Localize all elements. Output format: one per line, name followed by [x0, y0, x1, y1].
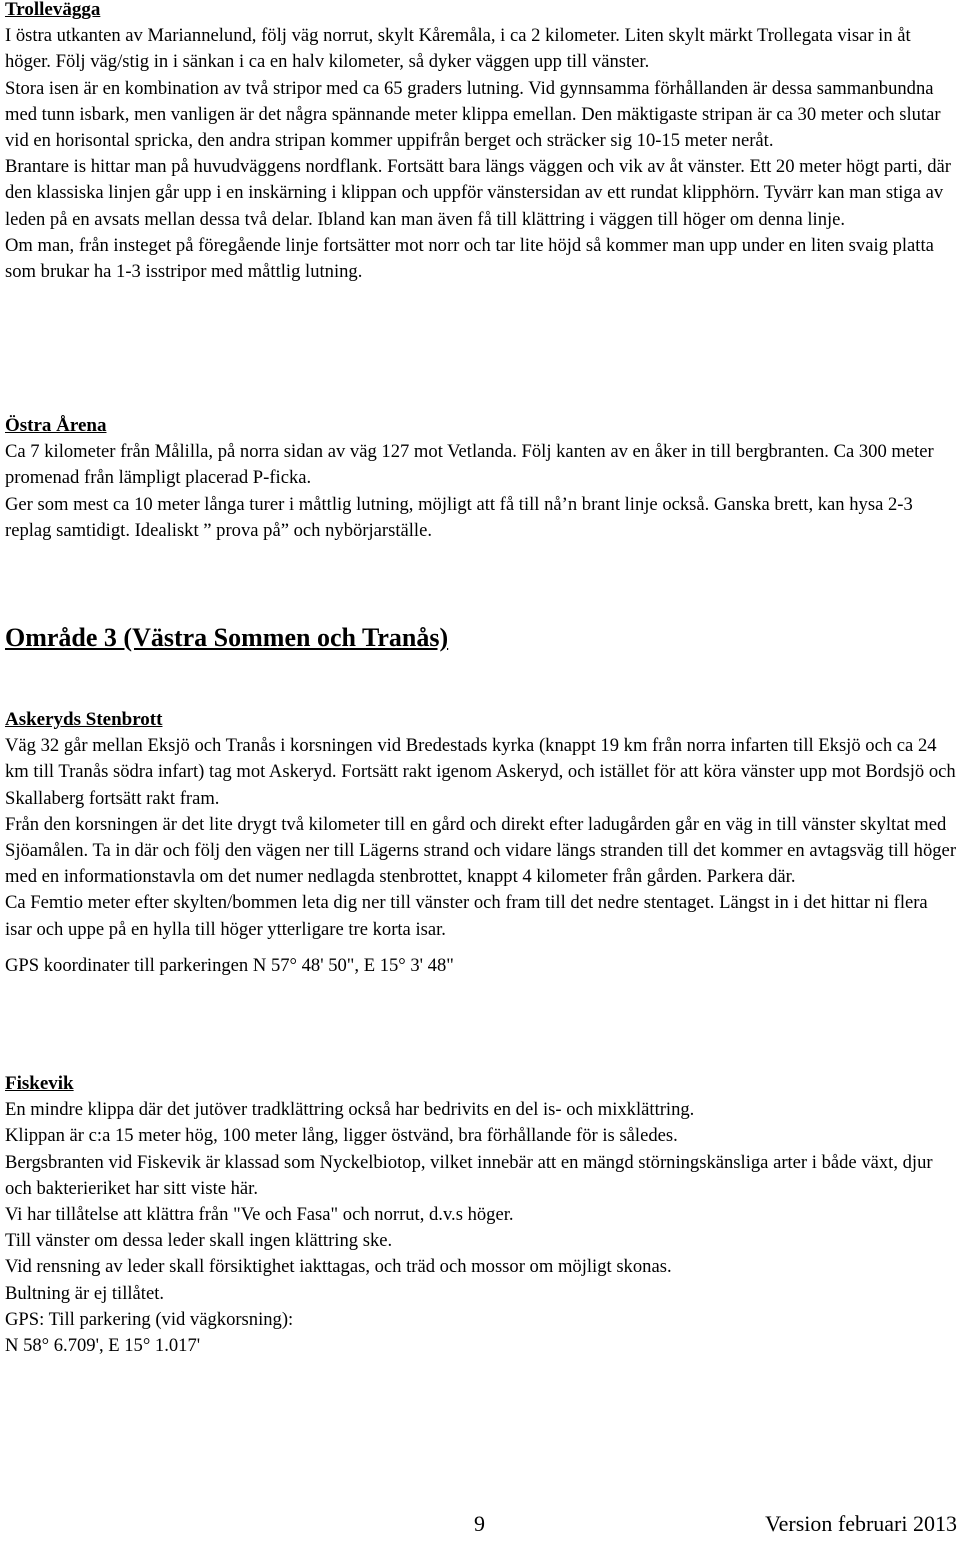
paragraph: Väg 32 går mellan Eksjö och Tranås i korsningen vid Bredestads kyrka (knappt 19 km från norra infarten till Eksjö och ca 24 km till Tranås södra infart) tag mot Askeryd. Fortsätt rakt igenom Askeryd, och istället för att köra vänster upp mot Bordsjö och Skallaberg fortsätt rakt fram. — [5, 735, 956, 809]
paragraph: Till vänster om dessa leder skall ingen klättring ske. — [5, 1230, 393, 1252]
paragraph: Vid rensning av leder skall försiktighet iakttagas, och träd och mossor om möjligt skonas. — [5, 1256, 672, 1278]
paragraph: Ca Femtio meter efter skylten/bommen leta dig ner till vänster och fram till det nedre stentaget. Längst in i det hittar ni flera isar och uppe på en hylla till höger ytterligare tre korta isar. — [5, 892, 928, 940]
paragraph: Brantare is hittar man på huvudväggens nordflank. Fortsätt bara längs väggen och vik av åt vänster. Ett 20 meter högt parti, där den klassiska linjen går upp i en inskärning i klippan och uppför vänstersidan av ett rundat klipphörn. Tyvärr kan man stiga av leden på en avsats mellan dessa två delar. Ibland kan man även få till klättring i väggen till höger om denna linje. — [5, 156, 951, 230]
section-fiskevik — [5, 1071, 957, 1359]
section-heading: Trollevägga — [5, 0, 101, 20]
paragraph: GPS: Till parkering (vid vägkorsning): — [5, 1308, 294, 1330]
paragraph: I östra utkanten av Mariannelund, följ väg norrut, skylt Kåremåla, i ca 2 kilometer. Liten skylt märkt Trollegata visar in åt höger. Följ väg/stig in i sänkan i ca en halv kilometer, så dyker väggen upp till vänster. — [5, 25, 911, 73]
section-heading: Fiskevik — [5, 1073, 74, 1094]
paragraph: Vi har tillåtelse att klättra från "Ve och Fasa" och norrut, d.v.s höger. — [5, 1204, 514, 1226]
paragraph: En mindre klippa där det jutöver tradklättring också har bedrivits en del is- och mixklättring. — [5, 1099, 695, 1121]
area-section — [5, 623, 957, 653]
area-heading: Område 3 (Västra Sommen och Tranås) — [5, 623, 449, 652]
section-askeryds-stenbrott — [5, 707, 957, 979]
section-ostra-arena — [5, 413, 957, 544]
paragraph: Från den korsningen är det lite drygt två kilometer till en gård och direkt efter ladugården går en väg in till vänster skyltat med Sjöamålen. Ta in där och följ den vägen ner till Lägerns strand och vidare längs stranden till det kommer en avtagsväg till höger med en informationstavla om det numer nedlagda stenbrottet, knappt 4 kilometer från gården. Parkera där. — [5, 813, 957, 888]
paragraph: Klippan är c:a 15 meter hög, 100 meter lång, ligger östvänd, bra förhållande för is således. — [5, 1125, 678, 1147]
paragraph: Ca 7 kilometer från Målilla, på norra sidan av väg 127 mot Vetlanda. Följ kanten av en åker in till bergbranten. Ca 300 meter promenad från lämpligt placerad P-ficka. — [5, 441, 934, 489]
section-trollevagga — [5, 0, 957, 285]
paragraph: Om man, från insteget på föregående linje fortsätter mot norr och tar lite höjd så kommer man upp under en liten svaig platta som brukar ha 1-3 isstripor med måttlig lutning. — [5, 234, 934, 283]
section-heading: Askeryds Stenbrott — [5, 709, 163, 730]
section-heading: Östra Årena — [5, 415, 107, 436]
gps-coordinates: GPS koordinater till parkeringen N 57° 48' 50", E 15° 3' 48" — [5, 954, 454, 976]
paragraph: Bergsbranten vid Fiskevik är klassad som Nyckelbiotop, vilket innebär att en mängd störningskänsliga arter i både växt, djur och bakterieriket har sitt viste här. — [5, 1151, 933, 1199]
paragraph: Bultning är ej tillåtet. — [5, 1282, 165, 1304]
paragraph: Ger som mest ca 10 meter långa turer i måttlig lutning, möjligt att få till nå’n brant linje också. Ganska brett, kan hysa 2-3 replag samtidigt. Idealiskt ” prova på” och nybörjarställe. — [5, 493, 913, 541]
gps-coordinates: N 58° 6.709', E 15° 1.017' — [5, 1335, 201, 1357]
paragraph: Stora isen är en kombination av två stripor med ca 65 graders lutning. Vid gynnsamma förhållanden är dessa sammanbundna med tunn isbark, men vanligen är det några spännande meter klippa emellan. Den mäktigaste stripan är ca 30 meter och slutar vid en horisontal spricka, den andra stripan kommer uppifrån berget och sträcker sig 10-15 meter neråt. — [5, 77, 941, 152]
version-label: Version februari 2013 — [765, 1511, 957, 1536]
page-number: 9 — [474, 1511, 485, 1536]
